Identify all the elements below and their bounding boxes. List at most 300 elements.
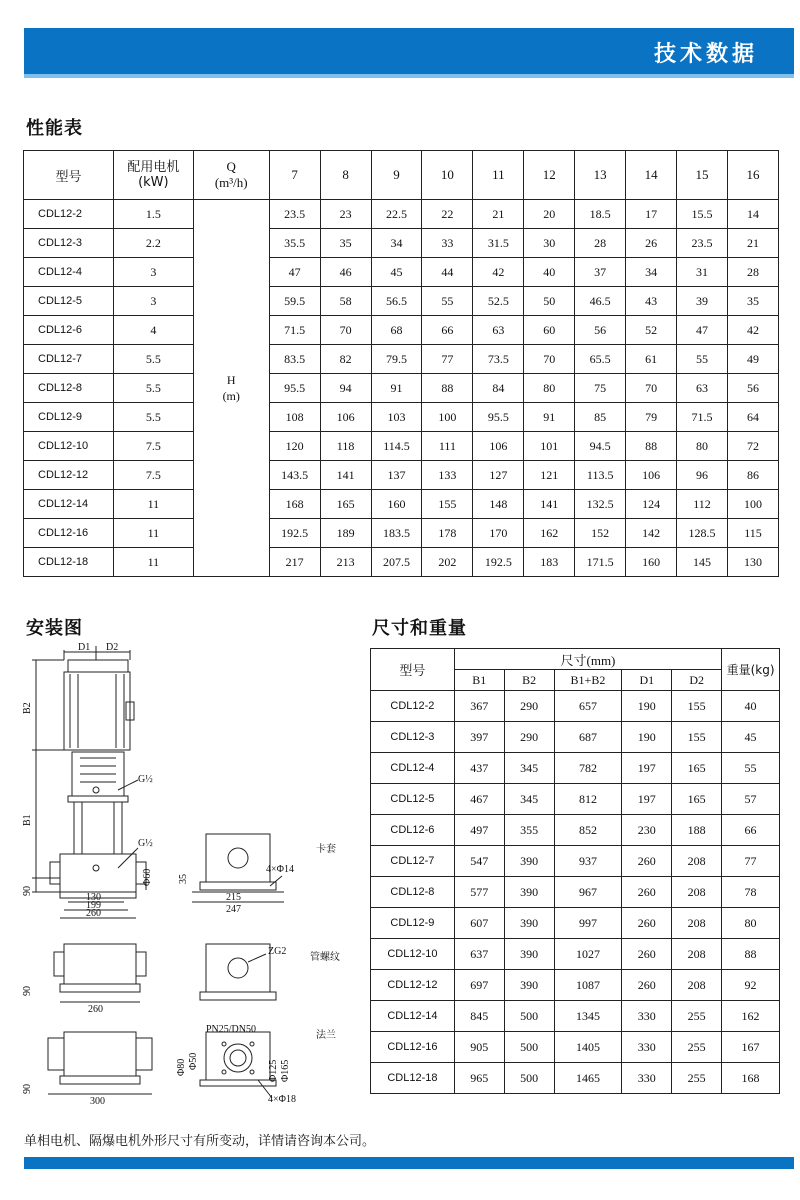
head-value-cell: 80	[524, 374, 575, 403]
installation-drawing	[20, 640, 360, 1120]
table-row	[24, 345, 779, 374]
model-cell: CDL12-3	[371, 722, 455, 753]
head-value-cell: 108	[269, 403, 320, 432]
head-value-cell: 82	[320, 345, 371, 374]
head-value-cell: 183	[524, 548, 575, 577]
motor-kw-cell: 1.5	[113, 200, 193, 229]
head-value-cell: 61	[626, 345, 677, 374]
table-row	[24, 258, 779, 287]
head-value-cell: 171.5	[575, 548, 626, 577]
head-value-cell: 26	[626, 229, 677, 258]
dimension-cell: 500	[504, 1032, 554, 1063]
table-row	[371, 846, 780, 877]
head-value-cell: 106	[320, 403, 371, 432]
head-value-cell: 58	[320, 287, 371, 316]
dimension-cell: 355	[504, 815, 554, 846]
head-value-cell: 73.5	[473, 345, 524, 374]
model-cell: CDL12-9	[371, 908, 455, 939]
table-row	[371, 722, 780, 753]
head-value-cell: 70	[524, 345, 575, 374]
head-value-cell: 207.5	[371, 548, 422, 577]
dimension-cell: 1405	[554, 1032, 622, 1063]
table-row	[371, 877, 780, 908]
model-cell: CDL12-9	[24, 403, 114, 432]
head-value-cell: 23.5	[677, 229, 728, 258]
table-row	[371, 1001, 780, 1032]
weight-cell: 162	[722, 1001, 780, 1032]
motor-kw-cell: 2.2	[113, 229, 193, 258]
dimension-cell: 782	[554, 753, 622, 784]
head-value-cell: 84	[473, 374, 524, 403]
header-flow: 15	[677, 151, 728, 200]
dimension-cell: 165	[672, 753, 722, 784]
label-90c: 90	[22, 1084, 33, 1094]
head-value-cell: 120	[269, 432, 320, 461]
dimension-cell: 500	[504, 1063, 554, 1094]
head-value-cell: 17	[626, 200, 677, 229]
table-row	[24, 490, 779, 519]
dimension-cell: 637	[454, 939, 504, 970]
dimension-cell: 1027	[554, 939, 622, 970]
head-value-cell: 106	[626, 461, 677, 490]
head-value-cell: 192.5	[473, 548, 524, 577]
table-row	[371, 1063, 780, 1094]
banner-title: 技术数据	[653, 42, 758, 67]
header-motor: 配用电机 (kW)	[113, 151, 193, 200]
label-35: 35	[178, 874, 189, 884]
dimension-cell: 197	[622, 784, 672, 815]
dim-header-size: 尺寸(mm)	[454, 649, 721, 670]
head-value-cell: 94.5	[575, 432, 626, 461]
dimension-cell: 290	[504, 691, 554, 722]
head-value-cell: 128.5	[677, 519, 728, 548]
model-cell: CDL12-2	[371, 691, 455, 722]
dimension-cell: 290	[504, 722, 554, 753]
head-value-cell: 28	[575, 229, 626, 258]
head-value-cell: 100	[422, 403, 473, 432]
model-cell: CDL12-6	[371, 815, 455, 846]
bottom-bar	[24, 1157, 794, 1169]
head-value-cell: 213	[320, 548, 371, 577]
label-300: 300	[90, 1096, 105, 1107]
model-cell: CDL12-18	[371, 1063, 455, 1094]
head-value-cell: 59.5	[269, 287, 320, 316]
head-value-cell: 23.5	[269, 200, 320, 229]
motor-kw-cell: 11	[113, 519, 193, 548]
dimension-cell: 1345	[554, 1001, 622, 1032]
label-b1: B1	[22, 814, 33, 826]
label-215: 215	[226, 892, 241, 903]
installation-section-title: 安装图	[26, 618, 83, 639]
head-value-cell: 42	[727, 316, 778, 345]
label-phi60: Φ60	[142, 868, 153, 886]
dimension-cell: 165	[672, 784, 722, 815]
dimension-cell: 657	[554, 691, 622, 722]
dimension-cell: 330	[622, 1063, 672, 1094]
model-cell: CDL12-18	[24, 548, 114, 577]
dimension-cell: 607	[454, 908, 504, 939]
head-value-cell: 20	[524, 200, 575, 229]
model-cell: CDL12-8	[371, 877, 455, 908]
dimension-cell: 845	[454, 1001, 504, 1032]
head-value-cell: 21	[727, 229, 778, 258]
dimension-cell: 547	[454, 846, 504, 877]
model-cell: CDL12-12	[371, 970, 455, 1001]
label-199: 199	[86, 900, 101, 911]
weight-cell: 45	[722, 722, 780, 753]
head-value-cell: 141	[320, 461, 371, 490]
dimension-cell: 905	[454, 1032, 504, 1063]
dimension-cell: 190	[622, 722, 672, 753]
table-row	[371, 939, 780, 970]
dimension-cell: 330	[622, 1001, 672, 1032]
dimension-cell: 367	[454, 691, 504, 722]
head-value-cell: 145	[677, 548, 728, 577]
head-value-cell: 70	[320, 316, 371, 345]
label-d2: D2	[106, 642, 119, 653]
head-value-cell: 35.5	[269, 229, 320, 258]
head-value-cell: 70	[626, 374, 677, 403]
dim-header-model: 型号	[371, 649, 455, 691]
head-value-cell: 56.5	[371, 287, 422, 316]
head-value-cell: 137	[371, 461, 422, 490]
model-cell: CDL12-5	[24, 287, 114, 316]
model-cell: CDL12-2	[24, 200, 114, 229]
head-value-cell: 124	[626, 490, 677, 519]
head-value-cell: 79.5	[371, 345, 422, 374]
dimension-cell: 1465	[554, 1063, 622, 1094]
head-value-cell: 31	[677, 258, 728, 287]
head-value-cell: 46	[320, 258, 371, 287]
table-row	[371, 753, 780, 784]
head-value-cell: 168	[269, 490, 320, 519]
table-row	[371, 970, 780, 1001]
motor-kw-cell: 3	[113, 287, 193, 316]
head-value-cell: 52	[626, 316, 677, 345]
head-value-cell: 106	[473, 432, 524, 461]
header-flow: 14	[626, 151, 677, 200]
dimension-cell: 255	[672, 1032, 722, 1063]
head-value-cell: 133	[422, 461, 473, 490]
head-value-cell: 118	[320, 432, 371, 461]
motor-kw-cell: 11	[113, 548, 193, 577]
model-cell: CDL12-4	[371, 753, 455, 784]
head-value-cell: 42	[473, 258, 524, 287]
head-value-cell: 28	[727, 258, 778, 287]
label-90a: 90	[22, 886, 33, 896]
dimension-cell: 260	[622, 908, 672, 939]
dimension-cell: 997	[554, 908, 622, 939]
table-row	[24, 548, 779, 577]
head-value-cell: 91	[524, 403, 575, 432]
dimension-cell: 208	[672, 908, 722, 939]
motor-kw-cell: 11	[113, 490, 193, 519]
dimension-cell: 345	[504, 753, 554, 784]
weight-cell: 78	[722, 877, 780, 908]
weight-cell: 57	[722, 784, 780, 815]
model-cell: CDL12-3	[24, 229, 114, 258]
table-row	[24, 461, 779, 490]
dim-col-d1: D1	[622, 670, 672, 691]
head-value-cell: 91	[371, 374, 422, 403]
dimension-cell: 390	[504, 846, 554, 877]
dimension-cell: 390	[504, 970, 554, 1001]
head-value-cell: 18.5	[575, 200, 626, 229]
label-b2: B2	[22, 702, 33, 714]
label-phi50: Φ50	[188, 1052, 199, 1070]
head-value-cell: 68	[371, 316, 422, 345]
head-value-cell: 21	[473, 200, 524, 229]
model-cell: CDL12-16	[371, 1032, 455, 1063]
dim-col-d2: D2	[672, 670, 722, 691]
head-value-cell: 34	[371, 229, 422, 258]
header-flow: 8	[320, 151, 371, 200]
head-value-cell: 114.5	[371, 432, 422, 461]
label-260a: 260	[86, 908, 101, 919]
dimension-cell: 155	[672, 691, 722, 722]
head-value-cell: 183.5	[371, 519, 422, 548]
head-value-cell: 189	[320, 519, 371, 548]
weight-cell: 55	[722, 753, 780, 784]
weight-cell: 80	[722, 908, 780, 939]
dim-col-b1: B1	[454, 670, 504, 691]
dimension-cell: 1087	[554, 970, 622, 1001]
head-value-cell: 155	[422, 490, 473, 519]
table-row	[24, 229, 779, 258]
dimension-cell: 230	[622, 815, 672, 846]
table-row	[24, 374, 779, 403]
label-g12-upper: G½	[138, 774, 153, 785]
header-flow: 12	[524, 151, 575, 200]
banner-underline	[24, 74, 794, 78]
head-value-cell: 71.5	[269, 316, 320, 345]
head-value-cell: 192.5	[269, 519, 320, 548]
motor-kw-cell: 5.5	[113, 345, 193, 374]
weight-cell: 66	[722, 815, 780, 846]
head-value-cell: 79	[626, 403, 677, 432]
table-row	[24, 316, 779, 345]
dimension-cell: 937	[554, 846, 622, 877]
header-q: Q (m³/h)	[193, 151, 269, 200]
dimension-cell: 397	[454, 722, 504, 753]
head-value-cell: 37	[575, 258, 626, 287]
head-value-cell: 15.5	[677, 200, 728, 229]
head-value-cell: 43	[626, 287, 677, 316]
head-value-cell: 50	[524, 287, 575, 316]
head-value-cell: 46.5	[575, 287, 626, 316]
dimension-cell: 500	[504, 1001, 554, 1032]
head-value-cell: 55	[422, 287, 473, 316]
head-value-cell: 95.5	[473, 403, 524, 432]
dimension-cell: 390	[504, 877, 554, 908]
head-value-cell: 72	[727, 432, 778, 461]
label-g12-lower: G½	[138, 838, 153, 849]
head-value-cell: 80	[677, 432, 728, 461]
motor-kw-cell: 5.5	[113, 374, 193, 403]
dimension-cell: 260	[622, 877, 672, 908]
head-value-cell: 77	[422, 345, 473, 374]
footnote: 单相电机、隔爆电机外形尺寸有所变动，详情请咨询本公司。	[24, 1134, 376, 1149]
head-value-cell: 94	[320, 374, 371, 403]
dimension-cell: 965	[454, 1063, 504, 1094]
label-phi125: Φ125	[268, 1059, 279, 1082]
head-value-cell: 95.5	[269, 374, 320, 403]
head-value-cell: 148	[473, 490, 524, 519]
motor-kw-cell: 4	[113, 316, 193, 345]
dimension-cell: 155	[672, 722, 722, 753]
head-value-cell: 121	[524, 461, 575, 490]
head-value-cell: 160	[371, 490, 422, 519]
dim-col-b1b2: B1+B2	[554, 670, 622, 691]
performance-section-title: 性能表	[26, 118, 83, 139]
table-row	[24, 287, 779, 316]
dimension-cell: 255	[672, 1001, 722, 1032]
head-value-cell: 83.5	[269, 345, 320, 374]
dimension-cell: 260	[622, 846, 672, 877]
head-value-cell: 152	[575, 519, 626, 548]
model-cell: CDL12-14	[24, 490, 114, 519]
header-model: 型号	[24, 151, 114, 200]
head-value-cell: 71.5	[677, 403, 728, 432]
label-zg2: ZG2	[268, 946, 287, 957]
motor-kw-cell: 7.5	[113, 461, 193, 490]
head-value-cell: 88	[626, 432, 677, 461]
model-cell: CDL12-8	[24, 374, 114, 403]
label-260b: 260	[88, 1004, 103, 1015]
weight-cell: 40	[722, 691, 780, 722]
head-value-cell: 39	[677, 287, 728, 316]
head-value-cell: 35	[727, 287, 778, 316]
dim-header-weight: 重量(kg)	[722, 649, 780, 691]
dimension-cell: 260	[622, 970, 672, 1001]
label-bolt18: 4×Φ18	[268, 1094, 296, 1105]
dimensions-table	[370, 648, 780, 1094]
header-flow: 11	[473, 151, 524, 200]
label-247: 247	[226, 904, 241, 915]
head-value-cell: 47	[269, 258, 320, 287]
dim-col-b2: B2	[504, 670, 554, 691]
dimension-cell: 390	[504, 908, 554, 939]
dimension-cell: 345	[504, 784, 554, 815]
dimension-cell: 852	[554, 815, 622, 846]
head-value-cell: 170	[473, 519, 524, 548]
head-value-cell: 85	[575, 403, 626, 432]
head-value-cell: 100	[727, 490, 778, 519]
head-value-cell: 165	[320, 490, 371, 519]
table-row	[24, 519, 779, 548]
model-cell: CDL12-12	[24, 461, 114, 490]
head-value-cell: 49	[727, 345, 778, 374]
label-clamp: 卡套	[316, 844, 336, 855]
dimensions-body	[371, 691, 780, 1094]
weight-cell: 168	[722, 1063, 780, 1094]
table-row	[371, 1032, 780, 1063]
motor-kw-cell: 3	[113, 258, 193, 287]
table-row	[24, 200, 779, 229]
table-row	[24, 403, 779, 432]
dimension-cell: 330	[622, 1032, 672, 1063]
dimension-cell: 208	[672, 877, 722, 908]
model-cell: CDL12-7	[371, 846, 455, 877]
dimension-cell: 188	[672, 815, 722, 846]
head-value-cell: 96	[677, 461, 728, 490]
header-banner	[24, 28, 794, 74]
head-unit-cell: H (m)	[193, 200, 269, 577]
head-value-cell: 101	[524, 432, 575, 461]
header-flow: 10	[422, 151, 473, 200]
head-value-cell: 64	[727, 403, 778, 432]
label-flange: 法兰	[316, 1030, 336, 1041]
weight-cell: 88	[722, 939, 780, 970]
table-row	[24, 432, 779, 461]
head-value-cell: 33	[422, 229, 473, 258]
dimension-cell: 577	[454, 877, 504, 908]
label-d1: D1	[78, 642, 91, 653]
performance-table	[23, 150, 779, 577]
head-value-cell: 34	[626, 258, 677, 287]
head-value-cell: 44	[422, 258, 473, 287]
head-value-cell: 23	[320, 200, 371, 229]
head-value-cell: 22.5	[371, 200, 422, 229]
head-value-cell: 63	[677, 374, 728, 403]
head-value-cell: 52.5	[473, 287, 524, 316]
model-cell: CDL12-4	[24, 258, 114, 287]
performance-body	[24, 200, 779, 577]
dimension-cell: 208	[672, 846, 722, 877]
dimensions-section-title: 尺寸和重量	[372, 618, 467, 639]
header-flow: 7	[269, 151, 320, 200]
head-value-cell: 45	[371, 258, 422, 287]
head-value-cell: 132.5	[575, 490, 626, 519]
model-cell: CDL12-6	[24, 316, 114, 345]
label-pn: PN25/DN50	[206, 1024, 257, 1035]
label-90b: 90	[22, 986, 33, 996]
dimension-cell: 208	[672, 970, 722, 1001]
head-value-cell: 160	[626, 548, 677, 577]
header-flow: 16	[727, 151, 778, 200]
head-value-cell: 75	[575, 374, 626, 403]
head-value-cell: 217	[269, 548, 320, 577]
head-value-cell: 142	[626, 519, 677, 548]
weight-cell: 77	[722, 846, 780, 877]
head-value-cell: 63	[473, 316, 524, 345]
weight-cell: 167	[722, 1032, 780, 1063]
header-flow: 13	[575, 151, 626, 200]
head-value-cell: 162	[524, 519, 575, 548]
head-value-cell: 31.5	[473, 229, 524, 258]
head-value-cell: 178	[422, 519, 473, 548]
head-value-cell: 65.5	[575, 345, 626, 374]
dimension-cell: 437	[454, 753, 504, 784]
label-130: 130	[86, 892, 101, 903]
dimension-cell: 190	[622, 691, 672, 722]
head-value-cell: 103	[371, 403, 422, 432]
head-value-cell: 35	[320, 229, 371, 258]
head-value-cell: 127	[473, 461, 524, 490]
head-value-cell: 113.5	[575, 461, 626, 490]
dimension-cell: 697	[454, 970, 504, 1001]
head-value-cell: 112	[677, 490, 728, 519]
head-value-cell: 56	[727, 374, 778, 403]
head-value-cell: 47	[677, 316, 728, 345]
dimension-cell: 197	[622, 753, 672, 784]
dimension-cell: 255	[672, 1063, 722, 1094]
model-cell: CDL12-16	[24, 519, 114, 548]
head-value-cell: 22	[422, 200, 473, 229]
table-row	[371, 815, 780, 846]
dimension-cell: 687	[554, 722, 622, 753]
model-cell: CDL12-14	[371, 1001, 455, 1032]
